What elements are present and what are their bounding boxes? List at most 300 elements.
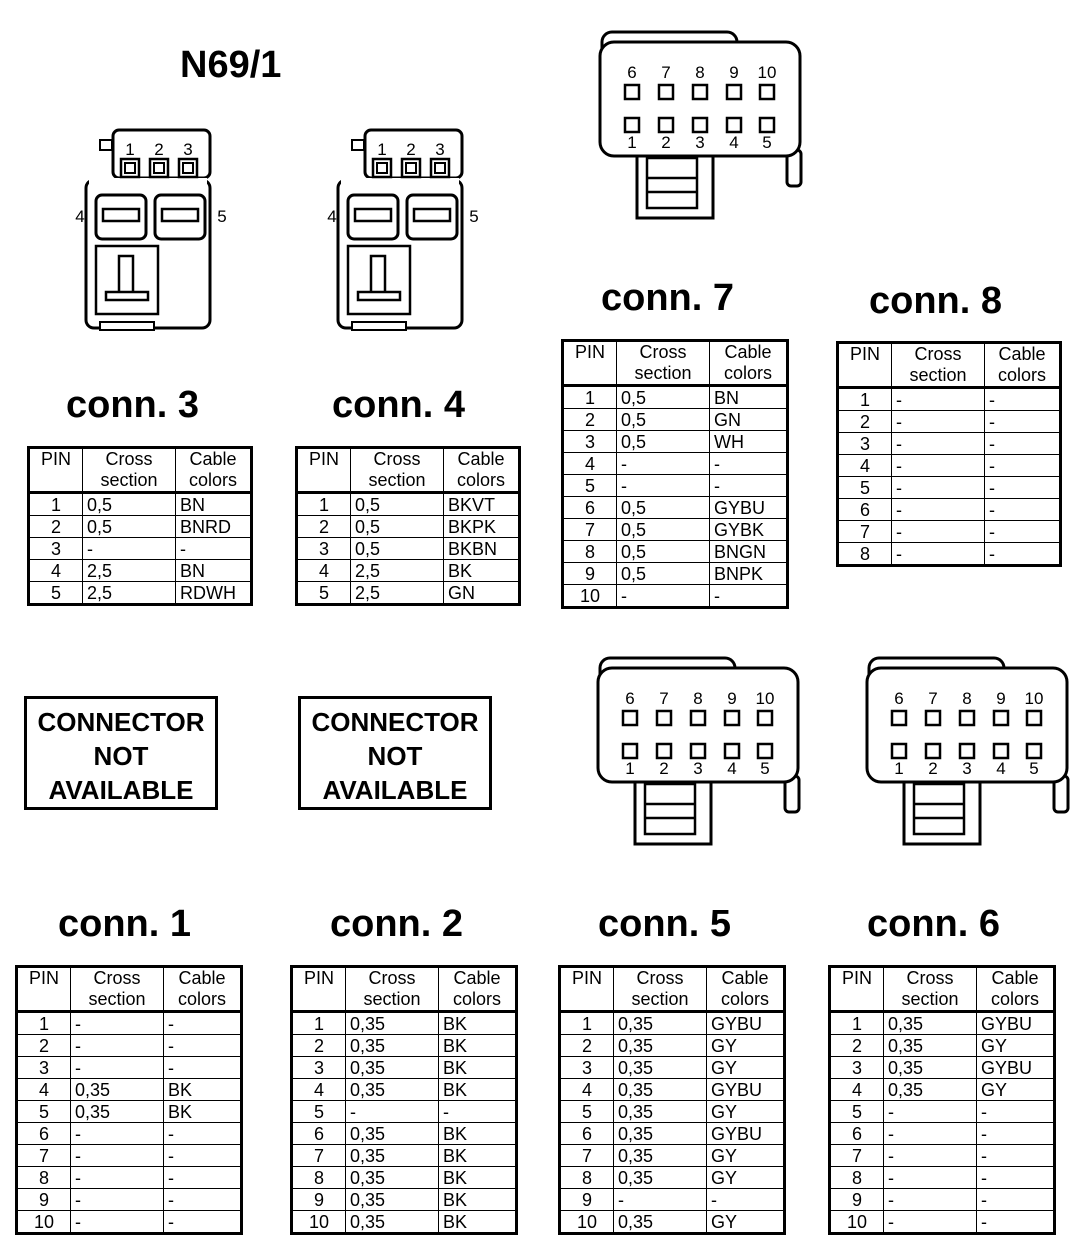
table-row <box>838 411 1061 433</box>
cross-section-header <box>346 967 439 1012</box>
table-row <box>292 1167 517 1189</box>
cross-section-value: 0,35 <box>346 1189 439 1211</box>
table-row <box>292 1145 517 1167</box>
cable-color-value: - <box>977 1123 1055 1145</box>
pin-number: 4 <box>560 1079 614 1101</box>
cable-color-value: - <box>710 453 788 475</box>
conn6-drawing-pin-cell <box>892 744 906 758</box>
conn5-drawing-pin-label: 6 <box>625 689 635 708</box>
cross-section-value: 0,5 <box>617 409 710 431</box>
cable-color-value: GY <box>707 1211 785 1234</box>
cross-section-value: 0,5 <box>351 538 444 560</box>
conn6-drawing-pin-cell <box>926 711 940 725</box>
pin-number: 5 <box>563 475 617 497</box>
cable-color-value: GY <box>707 1057 785 1079</box>
cross-section-value: 0,35 <box>614 1057 707 1079</box>
cross-section-value: - <box>71 1035 164 1057</box>
table-row <box>560 1012 785 1035</box>
conn7-drawing-pin-label: 4 <box>729 133 739 152</box>
cross-section-value: 0,35 <box>614 1145 707 1167</box>
pin-number: 10 <box>563 585 617 608</box>
cross-section-value: 0,5 <box>351 493 444 516</box>
table-row <box>17 1123 242 1145</box>
conn5-drawing-pin-cell <box>657 744 671 758</box>
cable-colors-header <box>176 448 252 493</box>
conn3-pin-table <box>27 446 253 606</box>
cable-color-value: BKVT <box>444 493 520 516</box>
pin-number: 3 <box>29 538 83 560</box>
cross-section-value: - <box>346 1101 439 1123</box>
table-row <box>563 497 788 519</box>
conn6-drawing-pin-label: 2 <box>928 759 938 778</box>
table-row <box>830 1189 1055 1211</box>
cable-color-value: GY <box>707 1101 785 1123</box>
pin-number: 4 <box>838 455 892 477</box>
cable-color-value: - <box>985 499 1061 521</box>
pin-number: 3 <box>297 538 351 560</box>
pin-header: PIN <box>17 967 71 1012</box>
conn5-drawing-pin-label: 3 <box>693 759 703 778</box>
pin-number: 6 <box>563 497 617 519</box>
cable-color-value: BK <box>439 1035 517 1057</box>
cable-color-value: BK <box>439 1057 517 1079</box>
pin-number: 8 <box>563 541 617 563</box>
cross-section-value: 0,35 <box>346 1211 439 1234</box>
pin-number: 2 <box>292 1035 346 1057</box>
table-row <box>830 1012 1055 1035</box>
conn6-drawing-pin-cell <box>994 711 1008 725</box>
cross-section-value: 0,5 <box>351 516 444 538</box>
header-line: Cable <box>178 968 226 988</box>
conn4-drawing-bottom-tab <box>352 322 406 330</box>
cross-section-value: - <box>71 1211 164 1234</box>
header-line: colors <box>452 989 501 1009</box>
conn4-title: conn. 4 <box>332 384 466 426</box>
table-row <box>560 1167 785 1189</box>
pin-number: 10 <box>17 1211 71 1234</box>
cross-section-value: 0,35 <box>614 1167 707 1189</box>
table-row <box>838 499 1061 521</box>
table-row <box>838 543 1061 566</box>
cross-section-value: - <box>617 475 710 497</box>
table-row <box>292 1123 517 1145</box>
cross-section-value: - <box>884 1167 977 1189</box>
cross-section-value: 0,35 <box>346 1057 439 1079</box>
header-line: section <box>88 989 146 1009</box>
pin-number: 8 <box>292 1167 346 1189</box>
table-row <box>838 455 1061 477</box>
pin-number: 7 <box>830 1145 884 1167</box>
cable-color-value: - <box>176 538 252 560</box>
cross-section-value: 0,35 <box>346 1167 439 1189</box>
pin-number: 2 <box>563 409 617 431</box>
cross-section-value: - <box>892 388 985 411</box>
cross-section-value: - <box>617 585 710 608</box>
table-row <box>830 1101 1055 1123</box>
header-line: section <box>100 470 158 490</box>
cable-color-value: GY <box>707 1035 785 1057</box>
cable-color-value: - <box>707 1189 785 1211</box>
pin-number: 1 <box>29 493 83 516</box>
pin-number: 8 <box>17 1167 71 1189</box>
conn4-pin-table <box>295 446 521 606</box>
cable-color-value: GYBU <box>707 1123 785 1145</box>
table-row <box>830 1167 1055 1189</box>
cable-color-value: BNGN <box>710 541 788 563</box>
cross-section-value: 2,5 <box>83 560 176 582</box>
table-row <box>563 475 788 497</box>
table-row <box>29 516 252 538</box>
conn5-drawing-pin-cell <box>725 744 739 758</box>
table-row <box>830 1123 1055 1145</box>
table-row <box>560 1079 785 1101</box>
header-line: Cable <box>189 449 237 469</box>
conn5-drawing-pin-cell <box>758 711 772 725</box>
pin-header: PIN <box>292 967 346 1012</box>
table-row <box>17 1079 242 1101</box>
cable-color-value: WH <box>710 431 788 453</box>
cable-color-value: - <box>985 521 1061 543</box>
header-line: colors <box>723 363 772 383</box>
cross-section-header <box>351 448 444 493</box>
pin-number: 3 <box>838 433 892 455</box>
cable-color-value: BK <box>439 1079 517 1101</box>
conn5-pin-table <box>558 965 786 1235</box>
table-row <box>17 1189 242 1211</box>
table-row <box>292 1079 517 1101</box>
pin-number: 6 <box>830 1123 884 1145</box>
table-row <box>297 538 520 560</box>
na-line-1: CONNECTOR <box>37 707 205 737</box>
conn4-drawing-pin-label: 1 <box>377 140 387 159</box>
header-line: section <box>909 365 967 385</box>
cross-section-value: - <box>892 455 985 477</box>
cable-color-value: - <box>164 1123 242 1145</box>
cross-section-header <box>71 967 164 1012</box>
table-row <box>838 388 1061 411</box>
cross-section-value: 0,5 <box>83 493 176 516</box>
conn5-drawing-pin-label: 10 <box>755 689 775 708</box>
conn7-drawing-pin-cell <box>625 85 639 99</box>
pin-number: 9 <box>563 563 617 585</box>
cable-color-value: GYBU <box>977 1057 1055 1079</box>
table-row <box>17 1211 242 1234</box>
cross-section-value: 0,35 <box>346 1145 439 1167</box>
cross-section-value: 0,35 <box>884 1079 977 1101</box>
table-row <box>29 582 252 605</box>
cross-section-value: 0,5 <box>617 519 710 541</box>
pin-number: 8 <box>830 1167 884 1189</box>
table-row <box>560 1035 785 1057</box>
table-row <box>563 519 788 541</box>
conn7-drawing-pin-cell <box>693 118 707 132</box>
header-line: colors <box>997 365 1046 385</box>
conn4-drawing-pin-label: 2 <box>406 140 416 159</box>
header-line: Cable <box>724 342 772 362</box>
pin-number: 2 <box>838 411 892 433</box>
cable-colors-header <box>985 343 1061 388</box>
table-row <box>292 1211 517 1234</box>
cross-section-header <box>83 448 176 493</box>
pin-number: 9 <box>830 1189 884 1211</box>
na-line-2: NOT <box>93 741 149 771</box>
pin-number: 5 <box>292 1101 346 1123</box>
header-line: Cross <box>93 968 141 988</box>
table-row <box>560 1123 785 1145</box>
pin-number: 3 <box>830 1057 884 1079</box>
cross-section-value: 0,35 <box>346 1012 439 1035</box>
cross-section-value: 0,35 <box>71 1101 164 1123</box>
cable-color-value: - <box>977 1101 1055 1123</box>
header-line: section <box>634 363 692 383</box>
cross-section-value: 0,5 <box>617 541 710 563</box>
cross-section-value: 0,5 <box>83 516 176 538</box>
cross-section-value: - <box>884 1211 977 1234</box>
cross-section-header <box>892 343 985 388</box>
pin-number: 10 <box>292 1211 346 1234</box>
conn6-drawing-pin-label: 1 <box>894 759 904 778</box>
conn5-drawing-pin-cell <box>623 744 637 758</box>
cable-color-value: - <box>164 1035 242 1057</box>
table-row <box>29 493 252 516</box>
cross-section-value: 0,35 <box>614 1079 707 1101</box>
conn8-pin-table <box>836 341 1062 567</box>
pin-number: 3 <box>292 1057 346 1079</box>
pin-number: 1 <box>563 386 617 409</box>
header-line: colors <box>456 470 505 490</box>
pin-number: 7 <box>838 521 892 543</box>
conn6-drawing-pin-label: 9 <box>996 689 1006 708</box>
table-row <box>29 560 252 582</box>
cross-section-value: 0,35 <box>614 1101 707 1123</box>
cross-section-value: 0,35 <box>614 1035 707 1057</box>
conn7-drawing-pin-cell <box>727 118 741 132</box>
cross-section-value: - <box>71 1123 164 1145</box>
cable-color-value: RDWH <box>176 582 252 605</box>
cable-color-value: - <box>977 1167 1055 1189</box>
cable-color-value: GYBK <box>710 519 788 541</box>
table-row <box>830 1145 1055 1167</box>
cross-section-value: 0,35 <box>884 1057 977 1079</box>
conn8-title: conn. 8 <box>869 280 1003 322</box>
conn4-drawing-latch-tab <box>352 140 364 150</box>
table-row <box>292 1189 517 1211</box>
conn3-drawing-pin-label: 3 <box>183 140 193 159</box>
cable-color-value: - <box>439 1101 517 1123</box>
cross-section-value: - <box>71 1189 164 1211</box>
table-row <box>292 1101 517 1123</box>
cable-color-value: BK <box>444 560 520 582</box>
conn2-title: conn. 2 <box>330 903 464 945</box>
pin-number: 6 <box>838 499 892 521</box>
pin-number: 4 <box>292 1079 346 1101</box>
cable-color-value: BK <box>164 1079 242 1101</box>
component-label: N69/1 <box>180 44 282 86</box>
pin-number: 8 <box>560 1167 614 1189</box>
conn5-drawing-pin-cell <box>725 711 739 725</box>
conn5-drawing-pin-cell <box>758 744 772 758</box>
pin-number: 5 <box>838 477 892 499</box>
pin-number: 2 <box>560 1035 614 1057</box>
conn4-drawing-pin-label: 4 <box>327 207 337 226</box>
conn3-drawing-latch-tab <box>100 140 112 150</box>
header-line: section <box>901 989 959 1009</box>
pin-number: 6 <box>292 1123 346 1145</box>
cable-color-value: GYBU <box>710 497 788 519</box>
table-row <box>838 433 1061 455</box>
cross-section-header <box>614 967 707 1012</box>
cable-color-value: BNRD <box>176 516 252 538</box>
cross-section-value: - <box>71 1057 164 1079</box>
table-row <box>838 521 1061 543</box>
table-row <box>563 431 788 453</box>
cross-section-value: 0,35 <box>346 1079 439 1101</box>
conn3-drawing-pin-label: 1 <box>125 140 135 159</box>
pin-number: 4 <box>830 1079 884 1101</box>
cross-section-value: - <box>71 1145 164 1167</box>
pin-number: 5 <box>560 1101 614 1123</box>
conn7-drawing-pin-cell <box>760 85 774 99</box>
conn2-pin-table <box>290 965 518 1235</box>
pin-number: 7 <box>563 519 617 541</box>
cable-color-value: - <box>164 1057 242 1079</box>
pin-number: 4 <box>17 1079 71 1101</box>
cross-section-value: 2,5 <box>351 582 444 605</box>
cross-section-value: 0,35 <box>346 1123 439 1145</box>
conn1-pin-table <box>15 965 243 1235</box>
pin-number: 1 <box>838 388 892 411</box>
header-line: Cross <box>639 342 687 362</box>
table-row <box>297 560 520 582</box>
conn7-title: conn. 7 <box>601 277 735 319</box>
cross-section-value: - <box>614 1189 707 1211</box>
header-line: colors <box>188 470 237 490</box>
table-row <box>560 1211 785 1234</box>
cable-color-value: - <box>710 585 788 608</box>
conn7-drawing-pin-label: 2 <box>661 133 671 152</box>
table-row <box>292 1035 517 1057</box>
pin-number: 5 <box>830 1101 884 1123</box>
pin-number: 1 <box>297 493 351 516</box>
pin-number: 3 <box>17 1057 71 1079</box>
pin-number: 3 <box>563 431 617 453</box>
header-line: Cable <box>453 968 501 988</box>
table-row <box>17 1101 242 1123</box>
cable-color-value: GYBU <box>707 1012 785 1035</box>
conn5-drawing-pin-label: 7 <box>659 689 669 708</box>
cross-section-value: - <box>71 1012 164 1035</box>
conn6-drawing-pin-cell <box>1027 744 1041 758</box>
table-row <box>297 516 520 538</box>
conn5-drawing-pin-label: 9 <box>727 689 737 708</box>
conn5-drawing-pin-cell <box>623 711 637 725</box>
cross-section-value: 0,35 <box>884 1035 977 1057</box>
cable-color-value: - <box>164 1211 242 1234</box>
conn1-title: conn. 1 <box>58 903 192 945</box>
cable-colors-header <box>977 967 1055 1012</box>
cross-section-value: - <box>892 499 985 521</box>
pin-number: 5 <box>29 582 83 605</box>
table-row <box>563 453 788 475</box>
conn6-drawing-pin-label: 4 <box>996 759 1006 778</box>
conn3-title: conn. 3 <box>66 384 200 426</box>
conn6-title: conn. 6 <box>867 903 1001 945</box>
conn5-drawing-pin-label: 4 <box>727 759 737 778</box>
na-line-3: AVAILABLE <box>48 775 194 805</box>
conn7-drawing-pin-cell <box>625 118 639 132</box>
conn5-drawing-pin-cell <box>691 711 705 725</box>
header-line: Cross <box>914 344 962 364</box>
cross-section-value: 0,35 <box>884 1012 977 1035</box>
conn7-drawing-pin-label: 3 <box>695 133 705 152</box>
table-row <box>29 538 252 560</box>
header-line: colors <box>990 989 1039 1009</box>
cable-color-value: GYBU <box>977 1012 1055 1035</box>
cable-color-value: BK <box>439 1167 517 1189</box>
cross-section-value: - <box>884 1101 977 1123</box>
header-line: Cable <box>721 968 769 988</box>
table-row <box>560 1057 785 1079</box>
cable-color-value: BK <box>439 1211 517 1234</box>
conn6-drawing-pin-label: 8 <box>962 689 972 708</box>
conn3-drawing-pin-label: 5 <box>217 207 227 226</box>
pin-number: 3 <box>560 1057 614 1079</box>
cable-colors-header <box>444 448 520 493</box>
cable-color-value: GN <box>444 582 520 605</box>
pin-number: 1 <box>17 1012 71 1035</box>
table-row <box>838 477 1061 499</box>
conn6-drawing-pin-cell <box>1027 711 1041 725</box>
conn7-drawing-pin-label: 7 <box>661 63 671 82</box>
conn7-drawing-pin-label: 10 <box>757 63 777 82</box>
header-line: Cable <box>457 449 505 469</box>
conn3-drawing-bottom-tab <box>100 322 154 330</box>
table-row <box>297 493 520 516</box>
cross-section-value: - <box>892 477 985 499</box>
pin-number: 6 <box>560 1123 614 1145</box>
pin-number: 7 <box>292 1145 346 1167</box>
cable-color-value: - <box>985 388 1061 411</box>
cross-section-value: 0,5 <box>617 563 710 585</box>
table-row <box>292 1057 517 1079</box>
cable-color-value: - <box>985 477 1061 499</box>
table-row <box>830 1079 1055 1101</box>
cross-section-value: 0,35 <box>71 1079 164 1101</box>
pin-number: 1 <box>830 1012 884 1035</box>
cross-section-value: 2,5 <box>83 582 176 605</box>
table-row <box>560 1145 785 1167</box>
conn5-drawing-pin-label: 5 <box>760 759 770 778</box>
cable-color-value: BK <box>439 1189 517 1211</box>
pin-header: PIN <box>297 448 351 493</box>
conn3-drawing-pin-label: 2 <box>154 140 164 159</box>
cross-section-value: 0,35 <box>614 1012 707 1035</box>
cross-section-value: - <box>83 538 176 560</box>
table-row <box>830 1057 1055 1079</box>
cable-colors-header <box>439 967 517 1012</box>
conn5-drawing-pin-cell <box>691 744 705 758</box>
cable-color-value: - <box>985 433 1061 455</box>
conn7-drawing-pin-cell <box>659 118 673 132</box>
pin-number: 2 <box>297 516 351 538</box>
cross-section-value: 0,35 <box>614 1211 707 1234</box>
pin-header: PIN <box>563 341 617 386</box>
header-line: Cross <box>636 968 684 988</box>
header-line: Cable <box>991 968 1039 988</box>
cable-color-value: BK <box>164 1101 242 1123</box>
na-line-2: NOT <box>367 741 423 771</box>
cross-section-value: 0,5 <box>617 386 710 409</box>
